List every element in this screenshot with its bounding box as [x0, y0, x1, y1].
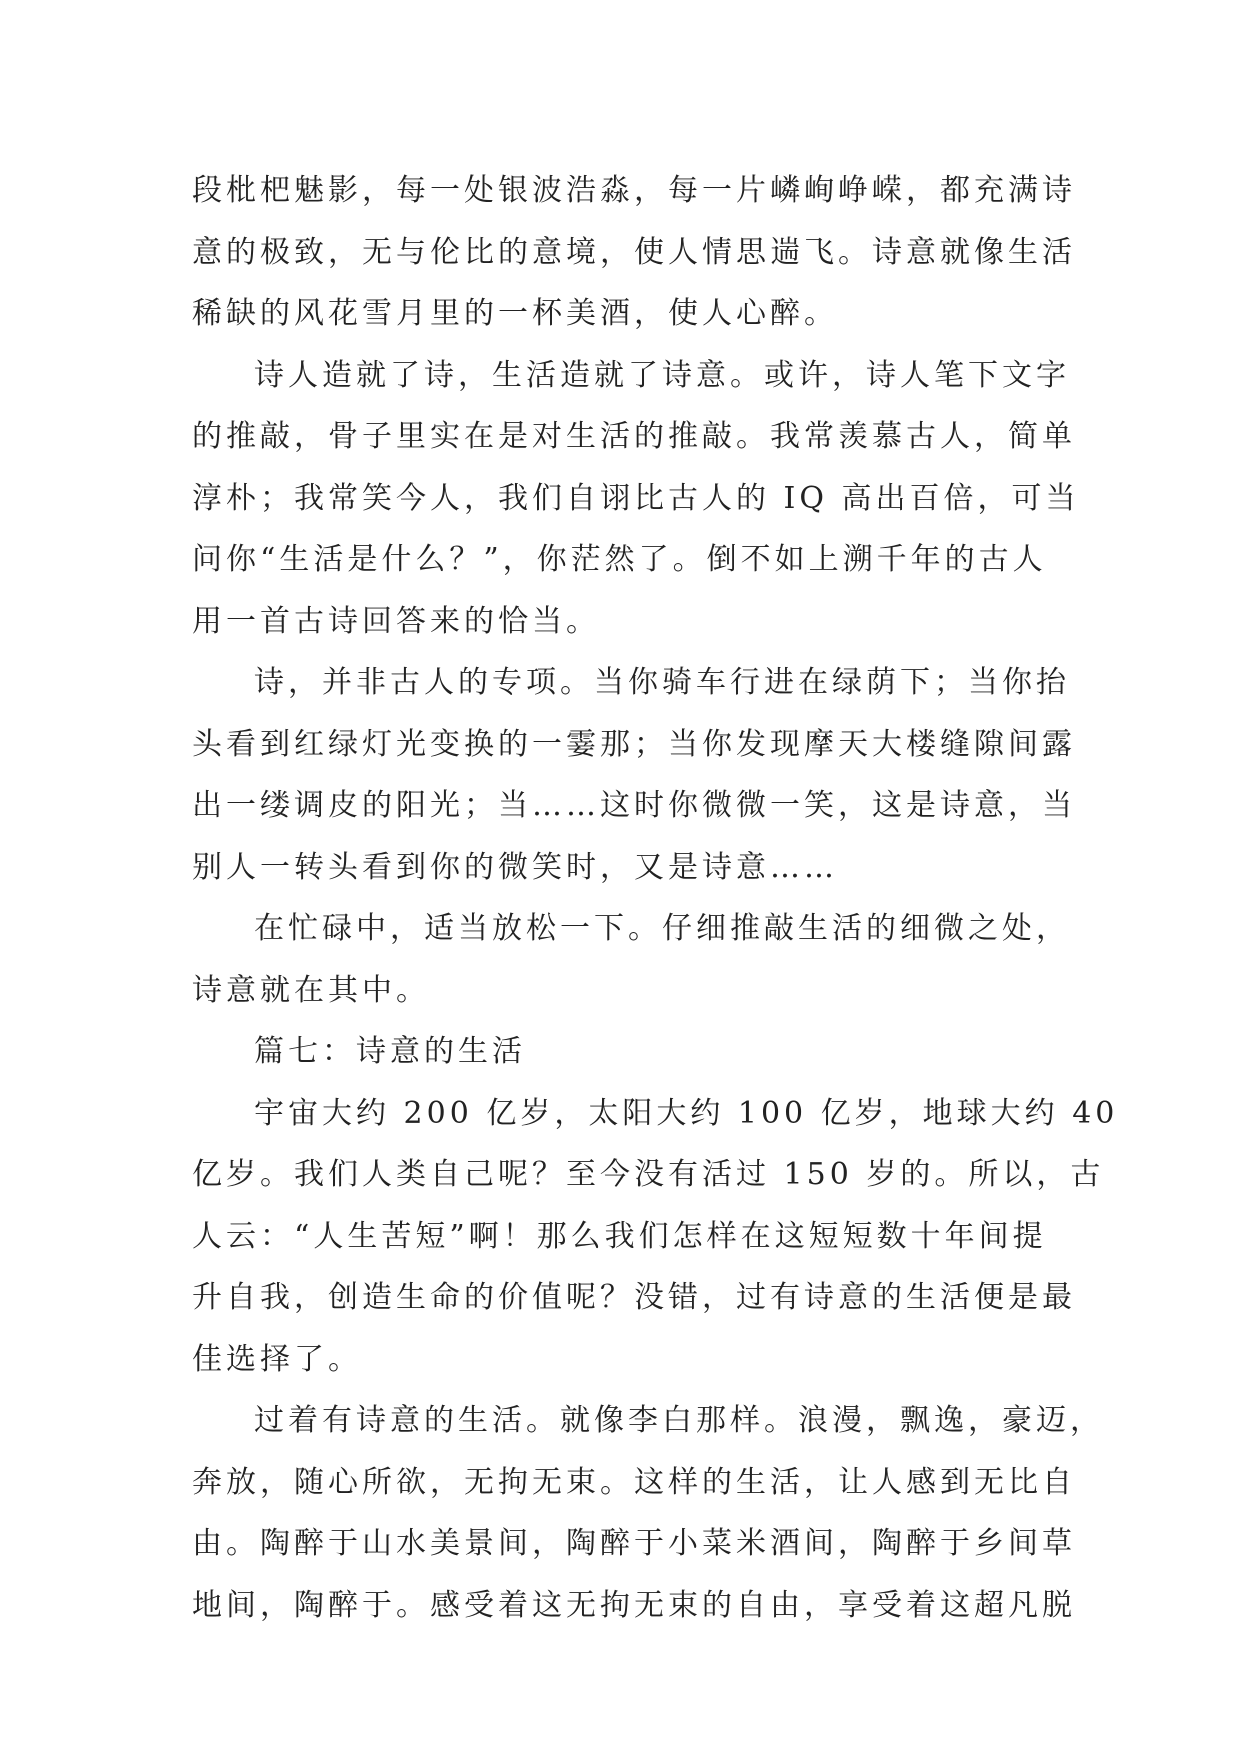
- text-line: 淳朴；我常笑今人，我们自诩比古人的 IQ 高出百倍，可当: [192, 480, 1080, 516]
- text-line: 段枇杷魅影，每一处银波浩淼，每一片嶙峋峥嵘，都充满诗: [192, 173, 1076, 208]
- text-line: 意的极致，无与伦比的意境，使人情思遄飞。诗意就像生活: [192, 234, 1076, 270]
- text-line: 出一缕调皮的阳光；当……这时你微微一笑，这是诗意，当: [192, 788, 1076, 823]
- text-line: 头看到红绿灯光变换的一霎那；当你发现摩天大楼缝隙间露: [192, 726, 1076, 762]
- text-line: 诗意就在其中。: [192, 972, 430, 1008]
- text-line: 诗人造就了诗，生活造就了诗意。或许，诗人笔下文字: [254, 357, 1070, 393]
- text-line: 用一首古诗回答来的恰当。: [192, 603, 600, 639]
- text-line: 的推敲，骨子里实在是对生活的推敲。我常羡慕古人，简单: [192, 419, 1076, 454]
- text-line: 诗，并非古人的专项。当你骑车行进在绿荫下；当你抬: [254, 665, 1070, 700]
- text-line: 人云：“人生苦短”啊！那么我们怎样在这短短数十年间提: [192, 1218, 1047, 1254]
- text-line: 别人一转头看到你的微笑时，又是诗意……: [192, 849, 838, 885]
- text-line: 稀缺的风花雪月里的一杯美酒，使人心醉。: [192, 296, 838, 331]
- text-line: 亿岁。我们人类自己呢？至今没有活过 150 岁的。所以，古: [192, 1157, 1105, 1192]
- body-text: [192, 160, 1119, 1636]
- text-line: 地间，陶醉于。感受着这无拘无束的自由，享受着这超凡脱: [192, 1587, 1076, 1623]
- section-heading: 篇七：诗意的生活: [254, 1034, 526, 1069]
- text-line: 宇宙大约 200 亿岁，太阳大约 100 亿岁，地球大约 40: [254, 1095, 1119, 1131]
- text-line: 问你“生活是什么？”，你茫然了。倒不如上溯千年的古人: [192, 542, 1047, 577]
- text-line: 奔放，随心所欲，无拘无束。这样的生活，让人感到无比自: [192, 1464, 1076, 1500]
- text-line: 升自我，创造生命的价值呢？没错，过有诗意的生活便是最: [192, 1280, 1076, 1315]
- text-line: 在忙碌中，适当放松一下。仔细推敲生活的细微之处，: [254, 911, 1070, 946]
- text-line: 由。陶醉于山水美景间，陶醉于小菜米酒间，陶醉于乡间草: [192, 1526, 1076, 1561]
- text-line: 过着有诗意的生活。就像李白那样。浪漫，飘逸，豪迈，: [254, 1403, 1104, 1438]
- text-line: 佳选择了。: [192, 1341, 362, 1377]
